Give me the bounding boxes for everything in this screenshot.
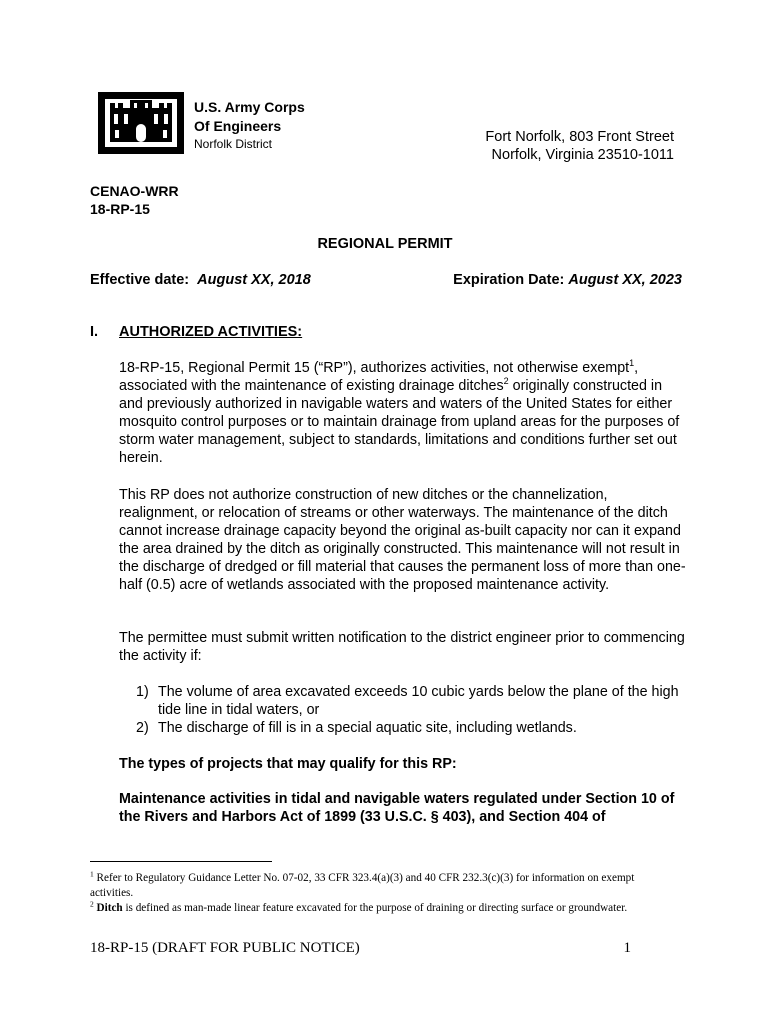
- address-line1: Fort Norfolk, 803 Front Street: [485, 129, 674, 145]
- page-footer: 18-RP-15 (DRAFT FOR PUBLIC NOTICE): [90, 940, 360, 956]
- castle-icon: [100, 94, 182, 152]
- footnote-text: is defined as man-made linear feature excavated for the purpose of draining or directing surface or groundwater.: [122, 902, 628, 914]
- footnote-bold-term: Ditch: [96, 902, 123, 914]
- list-item-number: 1): [136, 684, 149, 700]
- section-number: I.: [90, 324, 99, 340]
- effective-date: [90, 272, 311, 288]
- effective-value: August XX, 2018: [197, 272, 311, 288]
- org-name-line1: U.S. Army Corps: [194, 99, 305, 115]
- footnote-2: [90, 901, 680, 916]
- page-number: 1: [623, 940, 631, 956]
- footnote-ref-1[interactable]: 1: [629, 358, 635, 369]
- org-name-line2: Of Engineers: [194, 118, 282, 134]
- section-title: AUTHORIZED ACTIVITIES:: [119, 324, 303, 340]
- footnote-number: 1: [90, 869, 94, 879]
- district-name: Norfolk District: [194, 137, 273, 151]
- usace-logo: [98, 92, 184, 154]
- footnote-text: Refer to Regulatory Guidance Letter No. 07-02, 33 CFR 323.4(a)(3) and 40 CFR 232.3(c)(3) for information on exempt activities.: [90, 872, 635, 899]
- footnote-divider: [90, 861, 272, 862]
- permit-code: 18-RP-15: [90, 201, 150, 217]
- project-types-heading: The types of projects that may qualify for this RP:: [119, 756, 457, 772]
- maintenance-activities-heading: Maintenance activities in tidal and navigable waters regulated under Section 10 of the Rivers and Harbors Act of 1899 (33 U.S.C. § 403), and Section 404 of: [119, 791, 675, 825]
- paragraph-limitations: This RP does not authorize construction of new ditches or the channelization, realignment, or relocation of streams or other waterways. The maintenance of the ditch cannot increase drainage capacity beyond the original as-built capacity nor can it expand the area drained by the ditch as originally constructed. This maintenance will not result in the discharge of dredged or fill material that causes the permanent loss of more than one-half (0.5) acre of wetlands associated with the proposed maintenance activity.: [119, 487, 686, 593]
- expiration-date: [453, 272, 682, 288]
- footnote-ref-2[interactable]: 2: [503, 376, 509, 387]
- paragraph-authorization: [119, 359, 689, 467]
- list-item-text: The volume of area excavated exceeds 10 cubic yards below the plane of the high tide line in tidal waters, or: [158, 684, 679, 718]
- paragraph-notification: The permittee must submit written notification to the district engineer prior to commencing the activity if:: [119, 630, 685, 664]
- office-code: CENAO-WRR: [90, 183, 179, 199]
- list-item-number: 2): [136, 720, 149, 736]
- document-title: REGIONAL PERMIT: [317, 236, 453, 252]
- expiration-value: August XX, 2023: [568, 272, 682, 288]
- para1-text-c: originally constructed in and previously authorized in navigable waters and waters of the United States for either mosquito control purposes or to maintain drainage from upland areas for the purposes of storm water management, subject to standards, limitations and conditions further set out herein.: [119, 378, 680, 466]
- list-item-text: The discharge of fill is in a special aquatic site, including wetlands.: [158, 720, 577, 736]
- list-item: [136, 683, 688, 719]
- para1-text-a: 18-RP-15, Regional Permit 15 (“RP”), authorizes activities, not otherwise exempt: [119, 360, 630, 376]
- para1-text-b: , associated with the maintenance of existing drainage ditches: [119, 360, 639, 394]
- effective-label: Effective date:: [90, 272, 198, 288]
- list-item: [136, 719, 688, 737]
- footnote-1: [90, 871, 680, 901]
- footnote-number: 2: [90, 899, 94, 909]
- expiration-label: Expiration Date:: [453, 272, 569, 288]
- address-line2: Norfolk, Virginia 23510-1011: [491, 147, 674, 163]
- notification-conditions-list: [136, 683, 688, 737]
